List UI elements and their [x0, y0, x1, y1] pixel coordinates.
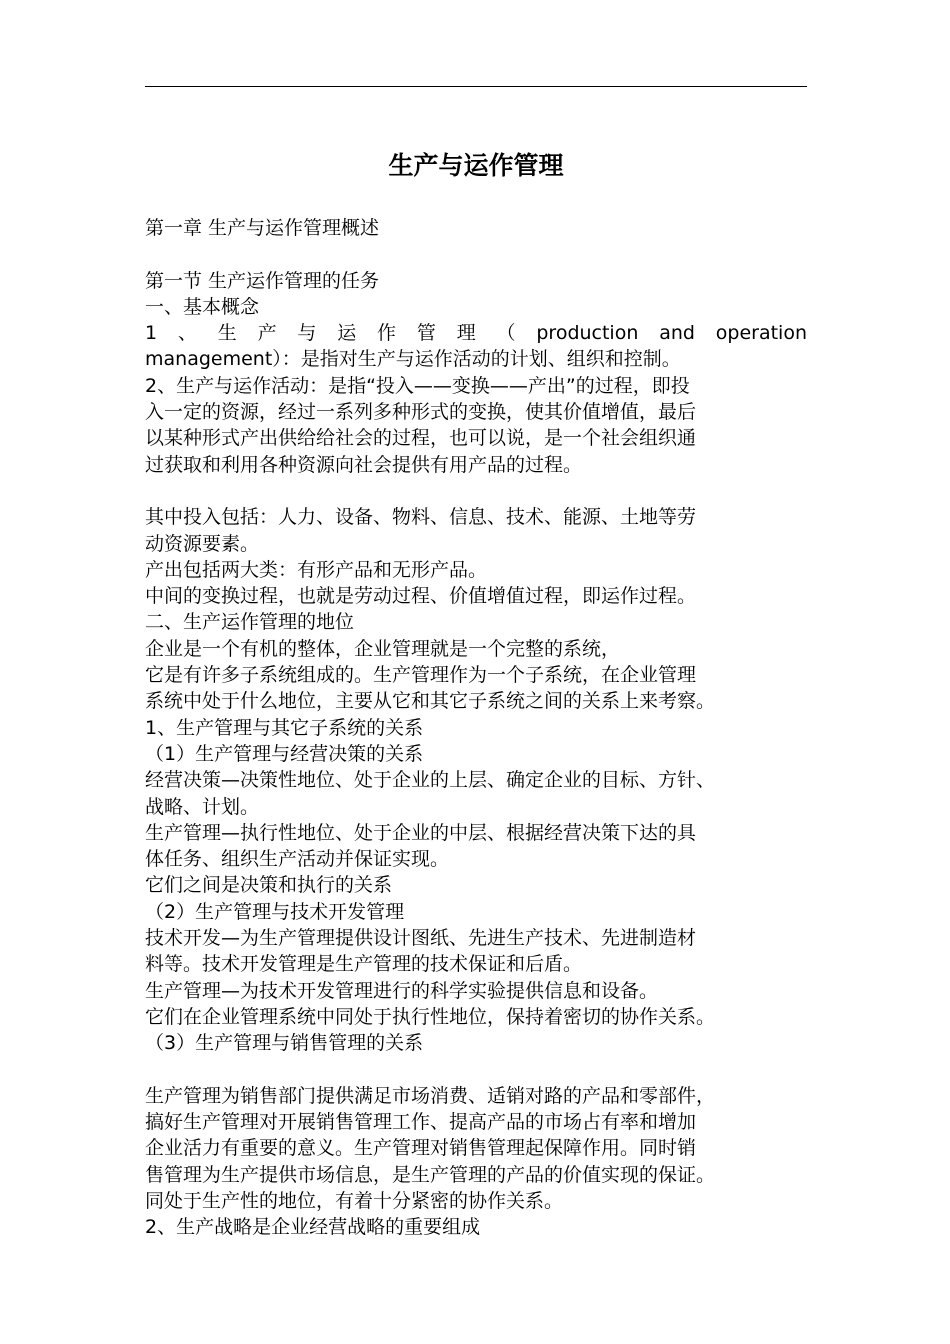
subheading-strategy: 2、生产战略是企业经营战略的重要组成 — [145, 1216, 481, 1239]
decision-line: 经营决策—决策性地位、处于企业的上层、确定企业的目标、方针、 — [145, 769, 716, 792]
decision-line: 战略、计划。 — [145, 795, 260, 818]
item1-line-2: management）：是指对生产与运作活动的计划、组织和控制。 — [145, 348, 681, 371]
item1-token: 、 — [177, 322, 197, 345]
item1-token: 理 — [456, 322, 476, 345]
tech-line: 料等。技术开发管理是生产管理的技术保证和后盾。 — [145, 953, 583, 976]
position-line: 系统中处于什么地位，主要从它和其它子系统之间的关系上来考察。 — [145, 690, 716, 713]
item2-line: 过获取和利用各种资源向社会提供有用产品的过程。 — [145, 453, 583, 476]
item1-token: and — [659, 322, 695, 345]
inputs-line: 动资源要素。 — [145, 532, 260, 555]
item1-token: 1 — [145, 322, 158, 345]
outputs-line: 产出包括两大类：有形产品和无形产品。 — [145, 558, 488, 581]
decision-line: 生产管理—执行性地位、处于企业的中层、根据经营决策下达的具 — [145, 821, 697, 844]
blank-line — [145, 1057, 807, 1083]
heading-basic-concepts: 一、基本概念 — [145, 295, 260, 318]
item2-line: 以某种形式产出供给给社会的过程，也可以说，是一个社会组织通 — [145, 427, 697, 450]
tech-line: 生产管理—为技术开发管理进行的科学实验提供信息和设备。 — [145, 979, 659, 1002]
inputs-line: 其中投入包括：人力、设备、物料、信息、技术、能源、土地等劳 — [145, 506, 697, 529]
sales-line: 企业活力有重要的意义。生产管理对销售管理起保障作用。同时销 — [145, 1137, 697, 1160]
sales-line: 生产管理为销售部门提供满足市场消费、适销对路的产品和零部件， — [145, 1084, 716, 1107]
sales-line: 同处于生产性的地位，有着十分紧密的协作关系。 — [145, 1189, 564, 1212]
sales-line: 售管理为生产提供市场信息，是生产管理的产品的价值实现的保证。 — [145, 1163, 716, 1186]
item1-token: 管 — [416, 322, 436, 345]
item2-line: 入一定的资源，经过一系列多种形式的变换，使其价值增值，最后 — [145, 401, 697, 424]
transform-line: 中间的变换过程，也就是劳动过程、价值增值过程，即运作过程。 — [145, 585, 697, 608]
subheading-tech: （2）生产管理与技术开发管理 — [145, 900, 405, 923]
chapter-heading: 第一章 生产与运作管理概述 — [145, 217, 380, 239]
decision-line: 它们之间是决策和执行的关系 — [145, 874, 393, 897]
blank-line — [145, 478, 807, 504]
header-rule — [145, 86, 807, 87]
tech-line: 技术开发—为生产管理提供设计图纸、先进生产技术、先进制造材 — [145, 927, 697, 950]
section-heading: 第一节 生产运作管理的任务 — [145, 269, 380, 292]
blank-line — [145, 241, 807, 267]
item1-token: 生 — [217, 322, 237, 345]
item1-token: 运 — [337, 322, 357, 345]
document-body — [145, 215, 807, 1241]
position-line: 它是有许多子系统组成的。生产管理作为一个子系统，在企业管理 — [145, 664, 697, 687]
item1-token: 产 — [257, 322, 277, 345]
subheading-decision: （1）生产管理与经营决策的关系 — [145, 742, 424, 765]
item1-definition-line — [145, 320, 807, 346]
heading-position: 二、生产运作管理的地位 — [145, 611, 355, 634]
subheading-sales: （3）生产管理与销售管理的关系 — [145, 1032, 424, 1055]
item1-token: 与 — [297, 322, 317, 345]
tech-line: 它们在企业管理系统中同处于执行性地位，保持着密切的协作关系。 — [145, 1005, 716, 1028]
item1-token: operation — [715, 322, 807, 345]
item1-token: 作 — [377, 322, 397, 345]
decision-line: 体任务、组织生产活动并保证实现。 — [145, 848, 450, 871]
subheading-relations: 1、生产管理与其它子系统的关系 — [145, 716, 424, 739]
sales-line: 搞好生产管理对开展销售管理工作、提高产品的市场占有率和增加 — [145, 1111, 697, 1134]
item1-token: production — [536, 322, 639, 345]
item2-line: 2、生产与运作活动：是指“投入——变换——产出”的过程，即投 — [145, 374, 690, 397]
position-line: 企业是一个有机的整体，企业管理就是一个完整的系统， — [145, 637, 621, 660]
document-title: 生产与运作管理 — [388, 151, 564, 180]
item1-token: （ — [496, 322, 516, 345]
